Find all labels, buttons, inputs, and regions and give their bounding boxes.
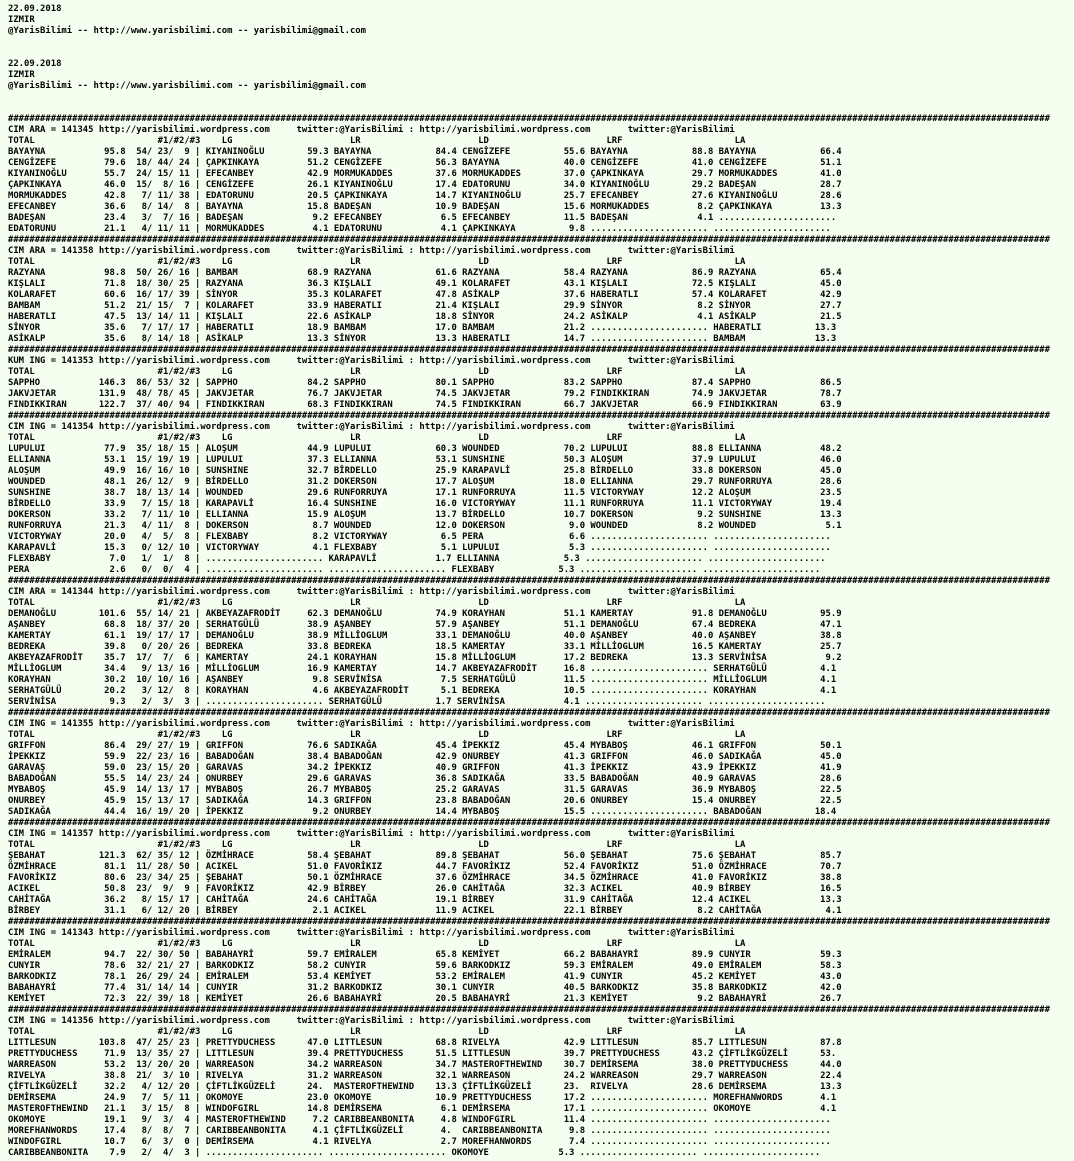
report-line: DEMİRSEMA 24.9 7/ 5/ 11 | OKOMOYE 23.0 OKOMOYE 10.9 PRETTYDUCHESS 17.2 ...................... MOREFHANWORDS 4.1	[8, 1093, 837, 1103]
report-line: JAKVJETAR 131.9 48/ 78/ 45 | JAKVJETAR 76.7 JAKVJETAR 74.5 JAKVJETAR 79.2 FINDIKKIRAN 74.9 JAKVJETAR 78.7	[8, 389, 842, 399]
report-line: ASİKALP 35.6 8/ 14/ 18 | ASİKALP 13.3 SİNYOR 13.3 HABERATLI 14.7 ...................... BAMBAM 13.3	[8, 334, 837, 344]
report-line: AKBEYAZAFRODİT 35.7 17/ 7/ 6 | KAMERTAY 24.1 KORAYHAN 15.8 MİLLİOGLUM 17.2 BEDREKA 13.3 SERVİNİSA 9.2	[8, 653, 842, 663]
report-line: BABADOĞAN 55.5 14/ 23/ 24 | ONURBEY 29.6 GARAVAS 36.8 SADIKAĞA 33.5 BABADOĞAN 40.9 GARAVAS 28.6	[8, 774, 842, 784]
report-line: KIYANINOĞLU 55.7 24/ 15/ 11 | EFECANBEY 42.9 MORMUKADDES 37.6 MORMUKADDES 37.0 ÇAPKINKAYA 29.7 MORMUKADDES 41.0	[8, 169, 842, 179]
column-header-line: TOTAL #1/#2/#3 LG LR LD LRF LA	[8, 598, 746, 608]
report-line: MASTEROFTHEWIND 21.1 3/ 15/ 8 | WINDOFGIRL 14.8 DEMİRSEMA 6.1 DEMİRSEMA 17.1 ...................... OKOMOYE 4.1	[8, 1104, 837, 1114]
report-line: SERHATGÜLÜ 20.2 3/ 12/ 8 | KORAYHAN 4.6 AKBEYAZAFRODİT 5.1 BEDREKA 10.5 ...................... KORAYHAN 4.1	[8, 686, 837, 696]
report-line: KORAYHAN 30.2 10/ 10/ 16 | AŞANBEY 9.8 SERVİNİSA 7.5 SERHATGÜLÜ 11.5 ...................... MİLLİOGLUM 4.1	[8, 675, 837, 685]
race-header-line: CIM ARA = 141358 http://yarisbilimi.wordpress.com twitter:@YarisBilimi : http://yarisbilimi.wordpress.com twitter:@YarisBilimi	[8, 246, 735, 256]
report-line: BAMBAM 51.2 21/ 15/ 7 | KOLARAFET 33.9 HABERATLI 21.4 KIŞLALI 29.9 SİNYOR 8.2 SİNYOR 27.7	[8, 301, 842, 311]
report-line: CENGİZEFE 79.6 18/ 44/ 24 | ÇAPKINKAYA 51.2 CENGİZEFE 56.3 BAYAYNA 40.0 CENGİZEFE 41.0 CENGİZEFE 51.1	[8, 158, 842, 168]
report-line: @YarisBilimi -- http://www.yarisbilimi.com -- yarisbilimi@gmail.com	[8, 81, 366, 91]
blank-line	[8, 48, 1074, 59]
report-line: AŞANBEY 68.8 18/ 37/ 20 | SERHATGÜLÜ 38.9 AŞANBEY 57.9 AŞANBEY 51.1 DEMANOĞLU 67.4 BEDREKA 47.1	[8, 620, 842, 630]
report-line: FLEXBABY 7.0 1/ 1/ 8 | ...................... KARAPAVLİ 1.7 ELLIANNA 5.3 ...................... ......................	[8, 554, 826, 564]
report-line: ONURBEY 45.9 15/ 13/ 17 | SADIKAĞA 14.3 GRIFFON 23.8 BABADOĞAN 20.6 ONURBEY 15.4 ONURBEY 22.5	[8, 796, 842, 806]
report-line: WOUNDED 48.1 26/ 12/ 9 | BİRDELLO 31.2 DOKERSON 17.7 ALOŞUM 18.0 ELLIANNA 29.7 RUNFORRUYA 28.6	[8, 477, 842, 487]
report-line: VICTORYWAY 20.0 4/ 5/ 8 | FLEXBABY 8.2 VICTORYWAY 6.5 PERA 6.6 ...................... ......................	[8, 532, 831, 542]
column-header-line: TOTAL #1/#2/#3 LG LR LD LRF LA	[8, 939, 746, 949]
separator-line: ###################################################################################################################################################################################################	[8, 235, 1050, 245]
separator-line: ###################################################################################################################################################################################################	[8, 345, 1050, 355]
column-header-line: TOTAL #1/#2/#3 LG LR LD LRF LA	[8, 367, 746, 377]
report-line: ÇAPKINKAYA 46.0 15/ 8/ 16 | CENGİZEFE 26.1 KIYANINOĞLU 17.4 EDATORUNU 34.0 KIYANINOĞLU 29.2 BADEŞAN 28.7	[8, 180, 842, 190]
separator-line: ###################################################################################################################################################################################################	[8, 917, 1050, 927]
report-line: CARIBBEANBONITA 7.9 2/ 4/ 3 | ...................... ...................... OKOMOYE 5.3 ...................... ......................	[8, 1148, 821, 1158]
report-line: WINDOFGIRL 10.7 6/ 3/ 0 | DEMİRSEMA 4.1 RIVELYA 2.7 MOREFHANWORDS 7.4 ...................... ......................	[8, 1137, 831, 1147]
report-line: ÖZMİHRACE 81.1 11/ 28/ 50 | ACIKEL 51.0 FAVORİKIZ 44.7 FAVORİKIZ 52.4 FAVORİKIZ 51.0 ÖZMİHRACE 70.7	[8, 862, 842, 872]
report-line: ACIKEL 50.8 23/ 9/ 9 | FAVORİKIZ 42.9 BİRBEY 26.0 CAHİTAĞA 32.3 ACIKEL 40.9 BİRBEY 16.5	[8, 884, 842, 894]
report-line: ŞEBAHAT 121.3 62/ 35/ 12 | ÖZMİHRACE 58.4 ŞEBAHAT 89.8 ŞEBAHAT 56.0 ŞEBAHAT 75.6 ŞEBAHAT 85.7	[8, 851, 842, 861]
report-line: OKOMOYE 19.1 9/ 3/ 4 | MASTEROFTHEWIND 7.2 CARIBBEANBONITA 4.8 WINDOFGIRL 11.4 ...................... ......................	[8, 1115, 831, 1125]
report-line: BABAHAYRİ 77.4 31/ 14/ 14 | CUNYIR 31.2 BARKODKIZ 30.1 CUNYIR 40.5 BARKODKIZ 35.8 BARKODKIZ 42.0	[8, 983, 842, 993]
report-line: MİLLİOGLUM 34.4 9/ 13/ 16 | MİLLİOGLUM 16.9 KAMERTAY 14.7 AKBEYAZAFRODİT 16.8 ...................... SERHATGÜLÜ 4.1	[8, 664, 837, 674]
blank-line	[8, 92, 1074, 103]
column-header-line: TOTAL #1/#2/#3 LG LR LD LRF LA	[8, 840, 746, 850]
report-line: KOLARAFET 60.6 16/ 17/ 39 | SİNYOR 35.3 KOLARAFET 47.8 ASİKALP 37.6 HABERATLI 57.4 KOLARAFET 42.9	[8, 290, 842, 300]
race-header-line: CIM ARA = 141345 http://yarisbilimi.wordpress.com twitter:@YarisBilimi : http://yarisbilimi.wordpress.com twitter:@YarisBilimi	[8, 125, 735, 135]
report-line: GARAVAŞ 59.0 23/ 15/ 20 | GARAVAS 34.2 İPEKKIZ 40.9 GRIFFON 41.3 İPEKKIZ 43.9 İPEKKIZ 41.9	[8, 763, 842, 773]
race-header-line: CIM ING = 141354 http://yarisbilimi.wordpress.com twitter:@YarisBilimi : http://yarisbilimi.wordpress.com twitter:@YarisBilimi	[8, 422, 735, 432]
column-header-line: TOTAL #1/#2/#3 LG LR LD LRF LA	[8, 257, 746, 267]
report-line: KIŞLALI 71.8 18/ 30/ 25 | RAZYANA 36.3 KIŞLALI 49.1 KOLARAFET 43.1 KIŞLALI 72.5 KIŞLALI 45.0	[8, 279, 842, 289]
report-line: LITTLESUN 103.8 47/ 25/ 23 | PRETTYDUCHESS 47.0 LITTLESUN 68.8 RIVELYA 42.9 LITTLESUN 85.7 LITTLESUN 87.8	[8, 1038, 842, 1048]
column-header-line: TOTAL #1/#2/#3 LG LR LD LRF LA	[8, 433, 746, 443]
report-line: PRETTYDUCHESS 71.9 13/ 35/ 27 | LITTLESUN 39.4 PRETTYDUCHESS 51.5 LITTLESUN 39.7 PRETTYDUCHESS 43.2 ÇİFTLİKGÜZELİ 53.	[8, 1049, 837, 1059]
report-line: KARAPAVLİ 15.3 0/ 12/ 10 | VICTORYWAY 4.1 FLEXBABY 5.1 LUPULUI 5.3 ...................... ......................	[8, 543, 831, 553]
report-line: DEMANOĞLU 101.6 55/ 14/ 21 | AKBEYAZAFRODİT 62.3 DEMANOĞLU 74.9 KORAYHAN 51.1 KAMERTAY 91.8 DEMANOĞLU 95.9	[8, 609, 842, 619]
report-line: CUNYIR 78.6 32/ 21/ 27 | BARKODKIZ 58.2 CUNYIR 59.6 BARKODKIZ 59.3 EMİRALEM 49.0 EMİRALEM 58.3	[8, 961, 842, 971]
report-line: RUNFORRUYA 21.3 4/ 11/ 8 | DOKERSON 8.7 WOUNDED 12.0 DOKERSON 9.0 WOUNDED 8.2 WOUNDED 5.1	[8, 521, 842, 531]
report-line: SUNSHINE 38.7 18/ 13/ 14 | WOUNDED 29.6 RUNFORRUYA 17.1 RUNFORRUYA 11.5 VICTORYWAY 12.2 ALOŞUM 23.5	[8, 488, 842, 498]
race-header-line: KUM ING = 141353 http://yarisbilimi.wordpress.com twitter:@YarisBilimi : http://yarisbilimi.wordpress.com twitter:@YarisBilimi	[8, 356, 735, 366]
blank-line	[8, 103, 1074, 114]
report-line: WARREASON 53.2 13/ 20/ 20 | WARREASON 34.2 WARREASON 34.7 MASTEROFTHEWIND 30.7 DEMİRSEMA 38.0 PRETTYDUCHESS 44.0	[8, 1060, 842, 1070]
date-line: 22.09.2018	[8, 59, 62, 69]
report-line: EMİRALEM 94.7 22/ 30/ 50 | BABAHAYRİ 59.7 EMİRALEM 65.8 KEMİYET 66.2 BABAHAYRİ 89.9 CUNYIR 59.3	[8, 950, 842, 960]
report-line: ALOŞUM 49.9 16/ 16/ 10 | SUNSHINE 32.7 BİRDELLO 25.9 KARAPAVLİ 25.8 BİRDELLO 33.8 DOKERSON 45.0	[8, 466, 842, 476]
report-line: CAHİTAĞA 36.2 8/ 15/ 17 | CAHİTAĞA 24.6 CAHİTAĞA 19.1 BİRBEY 31.9 CAHİTAĞA 12.4 ACIKEL 13.3	[8, 895, 842, 905]
separator-line: ###################################################################################################################################################################################################	[8, 114, 1050, 124]
report-line: RAZYANA 98.8 50/ 26/ 16 | BAMBAM 68.9 RAZYANA 61.6 RAZYANA 58.4 RAZYANA 86.9 RAZYANA 65.4	[8, 268, 842, 278]
column-header-line: TOTAL #1/#2/#3 LG LR LD LRF LA	[8, 136, 746, 146]
report-line: LUPULUI 77.9 35/ 18/ 15 | ALOŞUM 44.9 LUPULUI 60.3 WOUNDED 70.2 LUPULUI 88.8 ELLIANNA 48.2	[8, 444, 842, 454]
report-line: KEMİYET 72.3 22/ 39/ 18 | KEMİYET 26.6 BABAHAYRİ 20.5 BABAHAYRİ 21.3 KEMİYET 9.2 BABAHAYRİ 26.7	[8, 994, 842, 1004]
report-line: KAMERTAY 61.1 19/ 17/ 17 | DEMANOĞLU 38.9 MİLLİOGLUM 33.1 DEMANOĞLU 40.0 AŞANBEY 40.0 AŞANBEY 38.8	[8, 631, 842, 641]
report-line: RIVELYA 38.8 21/ 3/ 10 | RIVELYA 31.2 WARREASON 32.1 WARREASON 24.2 WARREASON 29.7 WARREASON 22.4	[8, 1071, 842, 1081]
blank-line	[8, 37, 1074, 48]
separator-line: ###################################################################################################################################################################################################	[8, 576, 1050, 586]
report-line: BARKODKIZ 78.1 26/ 29/ 24 | EMİRALEM 53.4 KEMİYET 53.2 EMİRALEM 41.9 CUNYIR 45.2 KEMİYET 43.0	[8, 972, 842, 982]
report-line: DOKERSON 33.2 7/ 11/ 10 | ELLIANNA 15.9 ALOŞUM 13.7 BİRDELLO 10.7 DOKERSON 9.2 SUNSHINE 13.3	[8, 510, 842, 520]
report-line: BİRBEY 31.1 6/ 12/ 20 | BİRBEY 2.1 ACIKEL 11.9 ACIKEL 22.1 BİRBEY 8.2 CAHİTAĞA 4.1	[8, 906, 842, 916]
race-header-line: CIM ING = 141356 http://yarisbilimi.wordpress.com twitter:@YarisBilimi : http://yarisbilimi.wordpress.com twitter:@YarisBilimi	[8, 1016, 735, 1026]
race-header-line: CIM ING = 141355 http://yarisbilimi.wordpress.com twitter:@YarisBilimi : http://yarisbilimi.wordpress.com twitter:@YarisBilimi	[8, 719, 735, 729]
report-line: FINDIKKIRAN 122.7 37/ 40/ 94 | FINDIKKIRAN 68.3 FINDIKKIRAN 74.5 FINDIKKIRAN 66.7 JAKVJETAR 66.9 FINDIKKIRAN 63.9	[8, 400, 842, 410]
report-line: EDATORUNU 21.1 4/ 11/ 11 | MORMUKADDES 4.1 EDATORUNU 4.1 ÇAPKINKAYA 9.8 ...................... ......................	[8, 224, 831, 234]
report-line: MOREFHANWORDS 17.4 8/ 8/ 7 | CARIBBEANBONITA 4.1 ÇİFTLİKGÜZELİ 4. CARIBBEANBONITA 9.8 ...................... ......................	[8, 1126, 831, 1136]
race-header-line: CIM ARA = 141344 http://yarisbilimi.wordpress.com twitter:@YarisBilimi : http://yarisbilimi.wordpress.com twitter:@YarisBilimi	[8, 587, 735, 597]
report-line: SİNYOR 35.6 7/ 17/ 17 | HABERATLI 18.9 BAMBAM 17.0 BAMBAM 21.2 ...................... HABERATLI 13.3	[8, 323, 837, 333]
report-line: İPEKKIZ 59.9 22/ 23/ 16 | BABADOĞAN 38.4 BABADOĞAN 42.9 ONURBEY 41.3 GRIFFON 46.0 SADIKAĞA 45.0	[8, 752, 842, 762]
separator-line: ###################################################################################################################################################################################################	[8, 708, 1050, 718]
report-line: SERVİNİSA 9.3 2/ 3/ 3 | ...................... SERHATGÜLÜ 1.7 SERVİNİSA 4.1 ...................... ......................	[8, 697, 826, 707]
separator-line: ###################################################################################################################################################################################################	[8, 818, 1050, 828]
report-line: MYBABOŞ 45.9 14/ 13/ 17 | MYBABOŞ 26.7 MYBABOŞ 25.2 GARAVAS 31.5 GARAVAS 36.9 MYBABOŞ 22.5	[8, 785, 842, 795]
report-line: EFECANBEY 36.6 8/ 14/ 8 | BAYAYNA 15.8 BADEŞAN 10.9 BADEŞAN 15.6 MORMUKADDES 8.2 ÇAPKINKAYA 13.3	[8, 202, 842, 212]
report-line: @YarisBilimi -- http://www.yarisbilimi.com -- yarisbilimi@gmail.com	[8, 26, 366, 36]
report-line: BİRDELLO 33.9 7/ 15/ 18 | KARAPAVLİ 16.4 SUNSHINE 16.0 VICTORYWAY 11.1 RUNFORRUYA 11.1 VICTORYWAY 19.4	[8, 499, 842, 509]
report-line: HABERATLI 47.5 13/ 14/ 11 | KIŞLALI 22.6 ASİKALP 18.8 SİNYOR 24.2 ASİKALP 4.1 ASİKALP 21.5	[8, 312, 842, 322]
race-header-line: CIM ING = 141357 http://yarisbilimi.wordpress.com twitter:@YarisBilimi : http://yarisbilimi.wordpress.com twitter:@YarisBilimi	[8, 829, 735, 839]
report-line: IZMIR	[8, 70, 35, 80]
report-line: GRIFFON 86.4 29/ 27/ 19 | GRIFFON 76.6 SADIKAĞA 45.4 İPEKKIZ 45.4 MYBABOŞ 46.1 GRIFFON 50.1	[8, 741, 842, 751]
report-line: BEDREKA 39.8 0/ 20/ 26 | BEDREKA 33.8 BEDREKA 18.5 KAMERTAY 33.1 MİLLİOGLUM 16.5 KAMERTAY 25.7	[8, 642, 842, 652]
report-line: IZMIR	[8, 15, 35, 25]
report-line: MORMUKADDES 42.8 7/ 11/ 38 | EDATORUNU 20.5 ÇAPKINKAYA 14.7 KIYANINOĞLU 25.7 EFECANBEY 27.6 KIYANINOĞLU 28.6	[8, 191, 842, 201]
separator-line: ###################################################################################################################################################################################################	[8, 1005, 1050, 1015]
column-header-line: TOTAL #1/#2/#3 LG LR LD LRF LA	[8, 730, 746, 740]
report-line: SAPPHO 146.3 86/ 53/ 32 | SAPPHO 84.2 SAPPHO 80.1 SAPPHO 83.2 SAPPHO 87.4 SAPPHO 86.5	[8, 378, 842, 388]
report-line: ELLIANNA 53.1 15/ 19/ 19 | LUPULUI 37.3 ELLIANNA 53.1 SUNSHINE 50.3 ALOŞUM 37.9 LUPULUI 46.0	[8, 455, 842, 465]
column-header-line: TOTAL #1/#2/#3 LG LR LD LRF LA	[8, 1027, 746, 1037]
race-header-line: CIM ING = 141343 http://yarisbilimi.wordpress.com twitter:@YarisBilimi : http://yarisbilimi.wordpress.com twitter:@YarisBilimi	[8, 928, 735, 938]
report-line: BAYAYNA 95.8 54/ 23/ 9 | KIYANINOĞLU 59.3 BAYAYNA 84.4 CENGİZEFE 55.6 BAYAYNA 88.8 BAYAYNA 66.4	[8, 147, 842, 157]
report-line: PERA 2.6 0/ 0/ 4 | ...................... ...................... FLEXBABY 5.3 ...................... ......................	[8, 565, 821, 575]
date-line: 22.09.2018	[8, 4, 62, 14]
separator-line: ###################################################################################################################################################################################################	[8, 411, 1050, 421]
report-line: ÇİFTLİKGÜZELİ 32.2 4/ 12/ 20 | ÇİFTLİKGÜZELİ 24. MASTEROFTHEWIND 13.3 ÇİFTLİKGÜZELİ 23. RIVELYA 28.6 DEMİRSEMA 13.3	[8, 1082, 842, 1092]
report-line: BADEŞAN 23.4 3/ 7/ 16 | BADEŞAN 9.2 EFECANBEY 6.5 EFECANBEY 11.5 BADEŞAN 4.1 ......................	[8, 213, 837, 223]
report-line: FAVORİKIZ 80.6 23/ 34/ 25 | ŞEBAHAT 50.1 ÖZMİHRACE 37.6 ÖZMİHRACE 34.5 ÖZMİHRACE 41.0 FAVORİKIZ 38.8	[8, 873, 842, 883]
report-line: SADIKAĞA 44.4 16/ 19/ 20 | İPEKKIZ 9.2 ONURBEY 14.4 MYBABOŞ 15.5 ...................... BABADOĞAN 18.4	[8, 807, 837, 817]
